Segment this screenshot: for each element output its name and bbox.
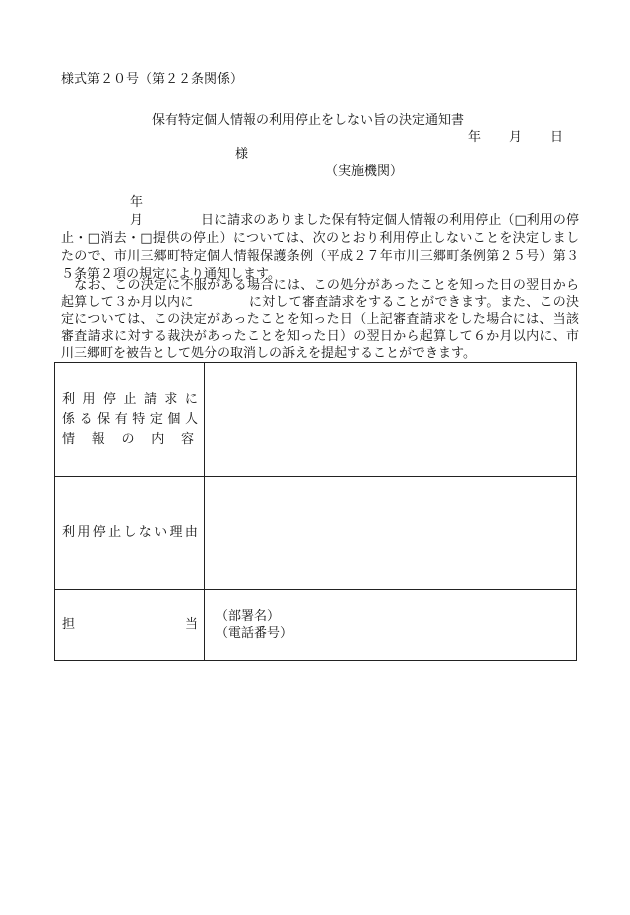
- label-char: 用: [77, 525, 91, 540]
- addressee-suffix: 様: [235, 147, 249, 162]
- label-char: 利: [62, 525, 76, 540]
- table-row-content: [55, 363, 577, 477]
- date-year: 年: [468, 130, 482, 145]
- request-month: 月: [130, 213, 144, 228]
- label-char: 係: [62, 411, 76, 427]
- request-year: 年: [130, 195, 144, 210]
- issuer-agency: （実施機関）: [325, 164, 404, 179]
- label-char: 特: [132, 411, 146, 427]
- table-row-reason: [55, 477, 577, 590]
- label-char: 止: [123, 391, 137, 407]
- label-char: 定: [149, 411, 163, 427]
- contact-label-char-2: 当: [184, 617, 198, 632]
- content-label-line-2: [62, 410, 198, 430]
- contact-label-char-1: 担: [62, 617, 76, 632]
- content-label-line-3: [62, 430, 198, 450]
- contact-label-cell: [55, 590, 205, 661]
- document-title: 保有特定個人情報の利用停止をしない旨の決定通知書: [152, 113, 465, 128]
- contact-value-cell: [205, 590, 577, 661]
- label-char: な: [138, 525, 152, 540]
- label-char: 止: [108, 525, 122, 540]
- content-value-cell[interactable]: [205, 363, 577, 477]
- label-char: 内: [151, 431, 165, 447]
- date-day: 日: [549, 130, 563, 145]
- content-label-cell: [55, 363, 205, 477]
- label-char: 情: [62, 431, 76, 447]
- label-char: 請: [143, 391, 157, 407]
- department-name: （部署名）: [215, 609, 281, 624]
- label-char: 由: [184, 525, 198, 540]
- content-label-line-1: [62, 390, 198, 410]
- decision-info-table: [54, 362, 577, 661]
- label-char: 容: [180, 431, 194, 447]
- notice-paragraph: [61, 194, 579, 284]
- label-char: 利: [62, 391, 76, 407]
- form-number: 様式第２０号（第２２条関係）: [61, 72, 244, 87]
- appeal-paragraph: [61, 277, 579, 362]
- phone-number: （電話番号）: [215, 626, 294, 641]
- label-char: の: [121, 431, 135, 447]
- reason-label-cell: [55, 477, 205, 590]
- contact-label: [62, 615, 198, 635]
- label-char: 停: [92, 525, 106, 540]
- label-char: に: [184, 391, 198, 407]
- label-char: 理: [169, 525, 183, 540]
- label-char: 報: [91, 431, 105, 447]
- date-month: 月: [508, 130, 522, 145]
- label-char: い: [154, 525, 168, 540]
- reason-label: [62, 523, 198, 543]
- label-char: 有: [114, 411, 128, 427]
- label-char: 保: [97, 411, 111, 427]
- notice-text: 日に請求のありました保有特定個人情報の利用停止（□利用の停止・□消去・□提供の停止）については、次のとおり利用停止しないことを決定しましたので、市川三郷町特定個人情報保護条例（平成２７年市川三郷町条例第２５号）第３５条第２項の規定により通知します。: [61, 213, 579, 282]
- label-char: し: [123, 525, 137, 540]
- reason-value-cell[interactable]: [205, 477, 577, 590]
- label-char: 求: [164, 391, 178, 407]
- label-char: 用: [82, 391, 96, 407]
- label-char: 停: [102, 391, 116, 407]
- label-char: 人: [184, 411, 198, 427]
- table-row-contact: [55, 590, 577, 661]
- label-char: る: [79, 411, 93, 427]
- label-char: 個: [167, 411, 181, 427]
- appeal-text-1: なお、この決定に不服がある場合には、この処分があったことを知った日の翌日から起算して３か月以内に: [61, 278, 579, 310]
- date-line: [468, 126, 563, 145]
- request-date-blank: [61, 194, 201, 230]
- appeal-text-2: に対して審査請求をすることができます。また、この決定については、この決定があったことを知った日（上記審査請求をした場合には、当該審査請求に対する裁決があったことを知った日）の翌日から起算して６か月以内に、市川三郷町を被告として処分の取消しの訴えを提起することができます。: [61, 295, 579, 361]
